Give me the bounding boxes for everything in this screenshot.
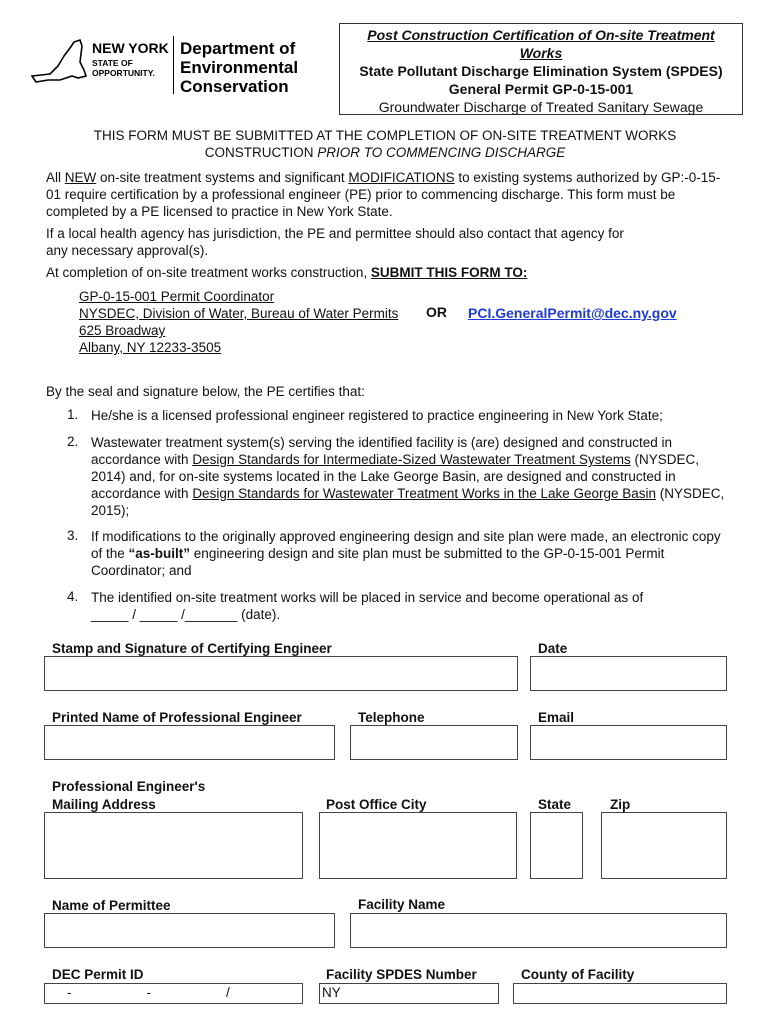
notice-line1: THIS FORM MUST BE SUBMITTED AT THE COMPLETION OF ON-SITE TREATMENT WORKS [93, 128, 677, 143]
permit-id-label: DEC Permit ID [52, 967, 144, 982]
intro-new: NEW [64, 170, 97, 185]
logo-ny-sub2: OPPORTUNITY. [92, 68, 155, 78]
mailing-address-field[interactable] [44, 812, 303, 879]
address-line4: Albany, NY 12233-3505 [79, 340, 222, 355]
submit-this-form-to: SUBMIT THIS FORM TO: [370, 265, 528, 280]
intro-paragraph-2: If a local health agency has jurisdiction, the PE and permittee should also contact that agency for any necessary approval(s). [46, 226, 624, 258]
item-number-4: 4. [67, 589, 79, 604]
mailing-address-label-1: Professional Engineer's [52, 779, 206, 794]
zip-field[interactable] [601, 812, 727, 879]
item-number-3: 3. [67, 528, 79, 543]
logo-ny-sub1: STATE OF [92, 58, 133, 68]
date-label: Date [538, 641, 568, 656]
address-line3: 625 Broadway [79, 323, 166, 338]
spdes-number-value: NY [322, 985, 341, 1000]
address-line2: NYSDEC, Division of Water, Bureau of Water Permits [79, 306, 399, 321]
state-label: State [538, 797, 572, 812]
email-label: Email [538, 710, 575, 725]
logo-divider [173, 36, 174, 94]
zip-label: Zip [610, 797, 631, 812]
item-number-2: 2. [67, 434, 79, 449]
facility-name-label: Facility Name [358, 897, 446, 912]
date-field[interactable] [530, 656, 727, 691]
stamp-field[interactable] [44, 656, 518, 691]
form-title-line2: Works [519, 45, 563, 61]
printed-name-label: Printed Name of Professional Engineer [52, 710, 302, 725]
form-subtitle: State Pollutant Discharge Elimination System (SPDES) [359, 63, 723, 79]
county-field[interactable] [513, 983, 727, 1004]
permit-id-value: - - / [67, 985, 230, 1000]
permit-id-field[interactable] [44, 983, 303, 1004]
permit-description: Groundwater Discharge of Treated Sanitary Sewage [378, 99, 704, 115]
permittee-label: Name of Permittee [52, 898, 171, 913]
form-title-line1: Post Construction Certification of On-site Treatment [367, 27, 715, 43]
design-standards-lake-george-link[interactable]: Design Standards for Wastewater Treatment Works in the Lake George Basin [192, 486, 657, 501]
intro-paragraph-3: At completion of on-site treatment works construction, SUBMIT THIS FORM TO: [46, 265, 528, 280]
logo-dept-line2: Environmental [180, 58, 299, 77]
logo-dept-line1: Department of [180, 39, 296, 58]
permittee-field[interactable] [44, 913, 335, 948]
po-city-label: Post Office City [326, 797, 427, 812]
certify-item-1: He/she is a licensed professional engineer registered to practice engineering in New York State; [91, 408, 663, 423]
notice-line2-a: CONSTRUCTION [204, 145, 318, 160]
facility-name-field[interactable] [350, 913, 727, 948]
stamp-label: Stamp and Signature of Certifying Engineer [52, 641, 332, 656]
permit-number: General Permit GP-0-15-001 [448, 81, 634, 97]
form-header [339, 23, 743, 115]
new-york-state-outline-icon [28, 36, 88, 88]
intro-modifications: MODIFICATIONS [348, 170, 455, 185]
notice-line2 [40, 144, 730, 161]
logo-ny-text: NEW YORK [92, 40, 169, 56]
po-city-field[interactable] [319, 812, 517, 879]
item-number-1: 1. [67, 407, 79, 422]
intro-paragraph-1: All NEW on-site treatment systems and significant MODIFICATIONS to existing systems authorized by GP:-0-15-01 require certification by a professional engineer (PE) prior to commencing discharge. This form must be completed by a PE licensed to practice in New York State. [46, 170, 721, 219]
county-label: County of Facility [521, 967, 635, 982]
design-standards-intermediate-link[interactable]: Design Standards for Intermediate-Sized Wastewater Treatment Systems [192, 452, 631, 467]
address-line1: GP-0-15-001 Permit Coordinator [79, 289, 275, 304]
certify-item-4-line1: The identified on-site treatment works will be placed in service and become operational as of [91, 590, 644, 605]
email-field[interactable] [530, 725, 727, 760]
telephone-field[interactable] [350, 725, 518, 760]
spdes-number-label: Facility SPDES Number [326, 967, 477, 982]
email-link[interactable]: PCI.GeneralPermit@dec.ny.gov [468, 305, 677, 321]
certify-item-3: If modifications to the originally approved engineering design and site plan were made, an electronic copy of the “as-built” engineering design and site plan must be submitted to the GP-0-15-001 Permit Coordinator; and [91, 529, 721, 578]
logo-dept-line3: Conservation [180, 77, 289, 96]
telephone-label: Telephone [358, 710, 425, 725]
certify-intro: By the seal and signature below, the PE certifies that: [46, 384, 365, 399]
nys-dec-logo [28, 30, 338, 106]
spdes-number-field[interactable] [319, 983, 499, 1004]
certify-item-4-line2: _____ / _____ /_______ (date). [91, 607, 281, 622]
printed-name-field[interactable] [44, 725, 335, 760]
state-field[interactable] [530, 812, 583, 879]
certify-item-2: Wastewater treatment system(s) serving the identified facility is (are) designed and constructed in accordance with Design Standards for Intermediate-Sized Wastewater Treatment Systems (NYSDEC, 2014) and, for on-site systems located in the Lake George Basin, are designed and constructed in accordance with Design Standards for Wastewater Treatment Works in the Lake George Basin (NYSDEC, 2015); [91, 435, 725, 518]
notice-line2-b: PRIOR TO COMMENCING DISCHARGE [317, 145, 566, 160]
or-label: OR [426, 304, 447, 320]
mailing-address-label-2: Mailing Address [52, 797, 156, 812]
